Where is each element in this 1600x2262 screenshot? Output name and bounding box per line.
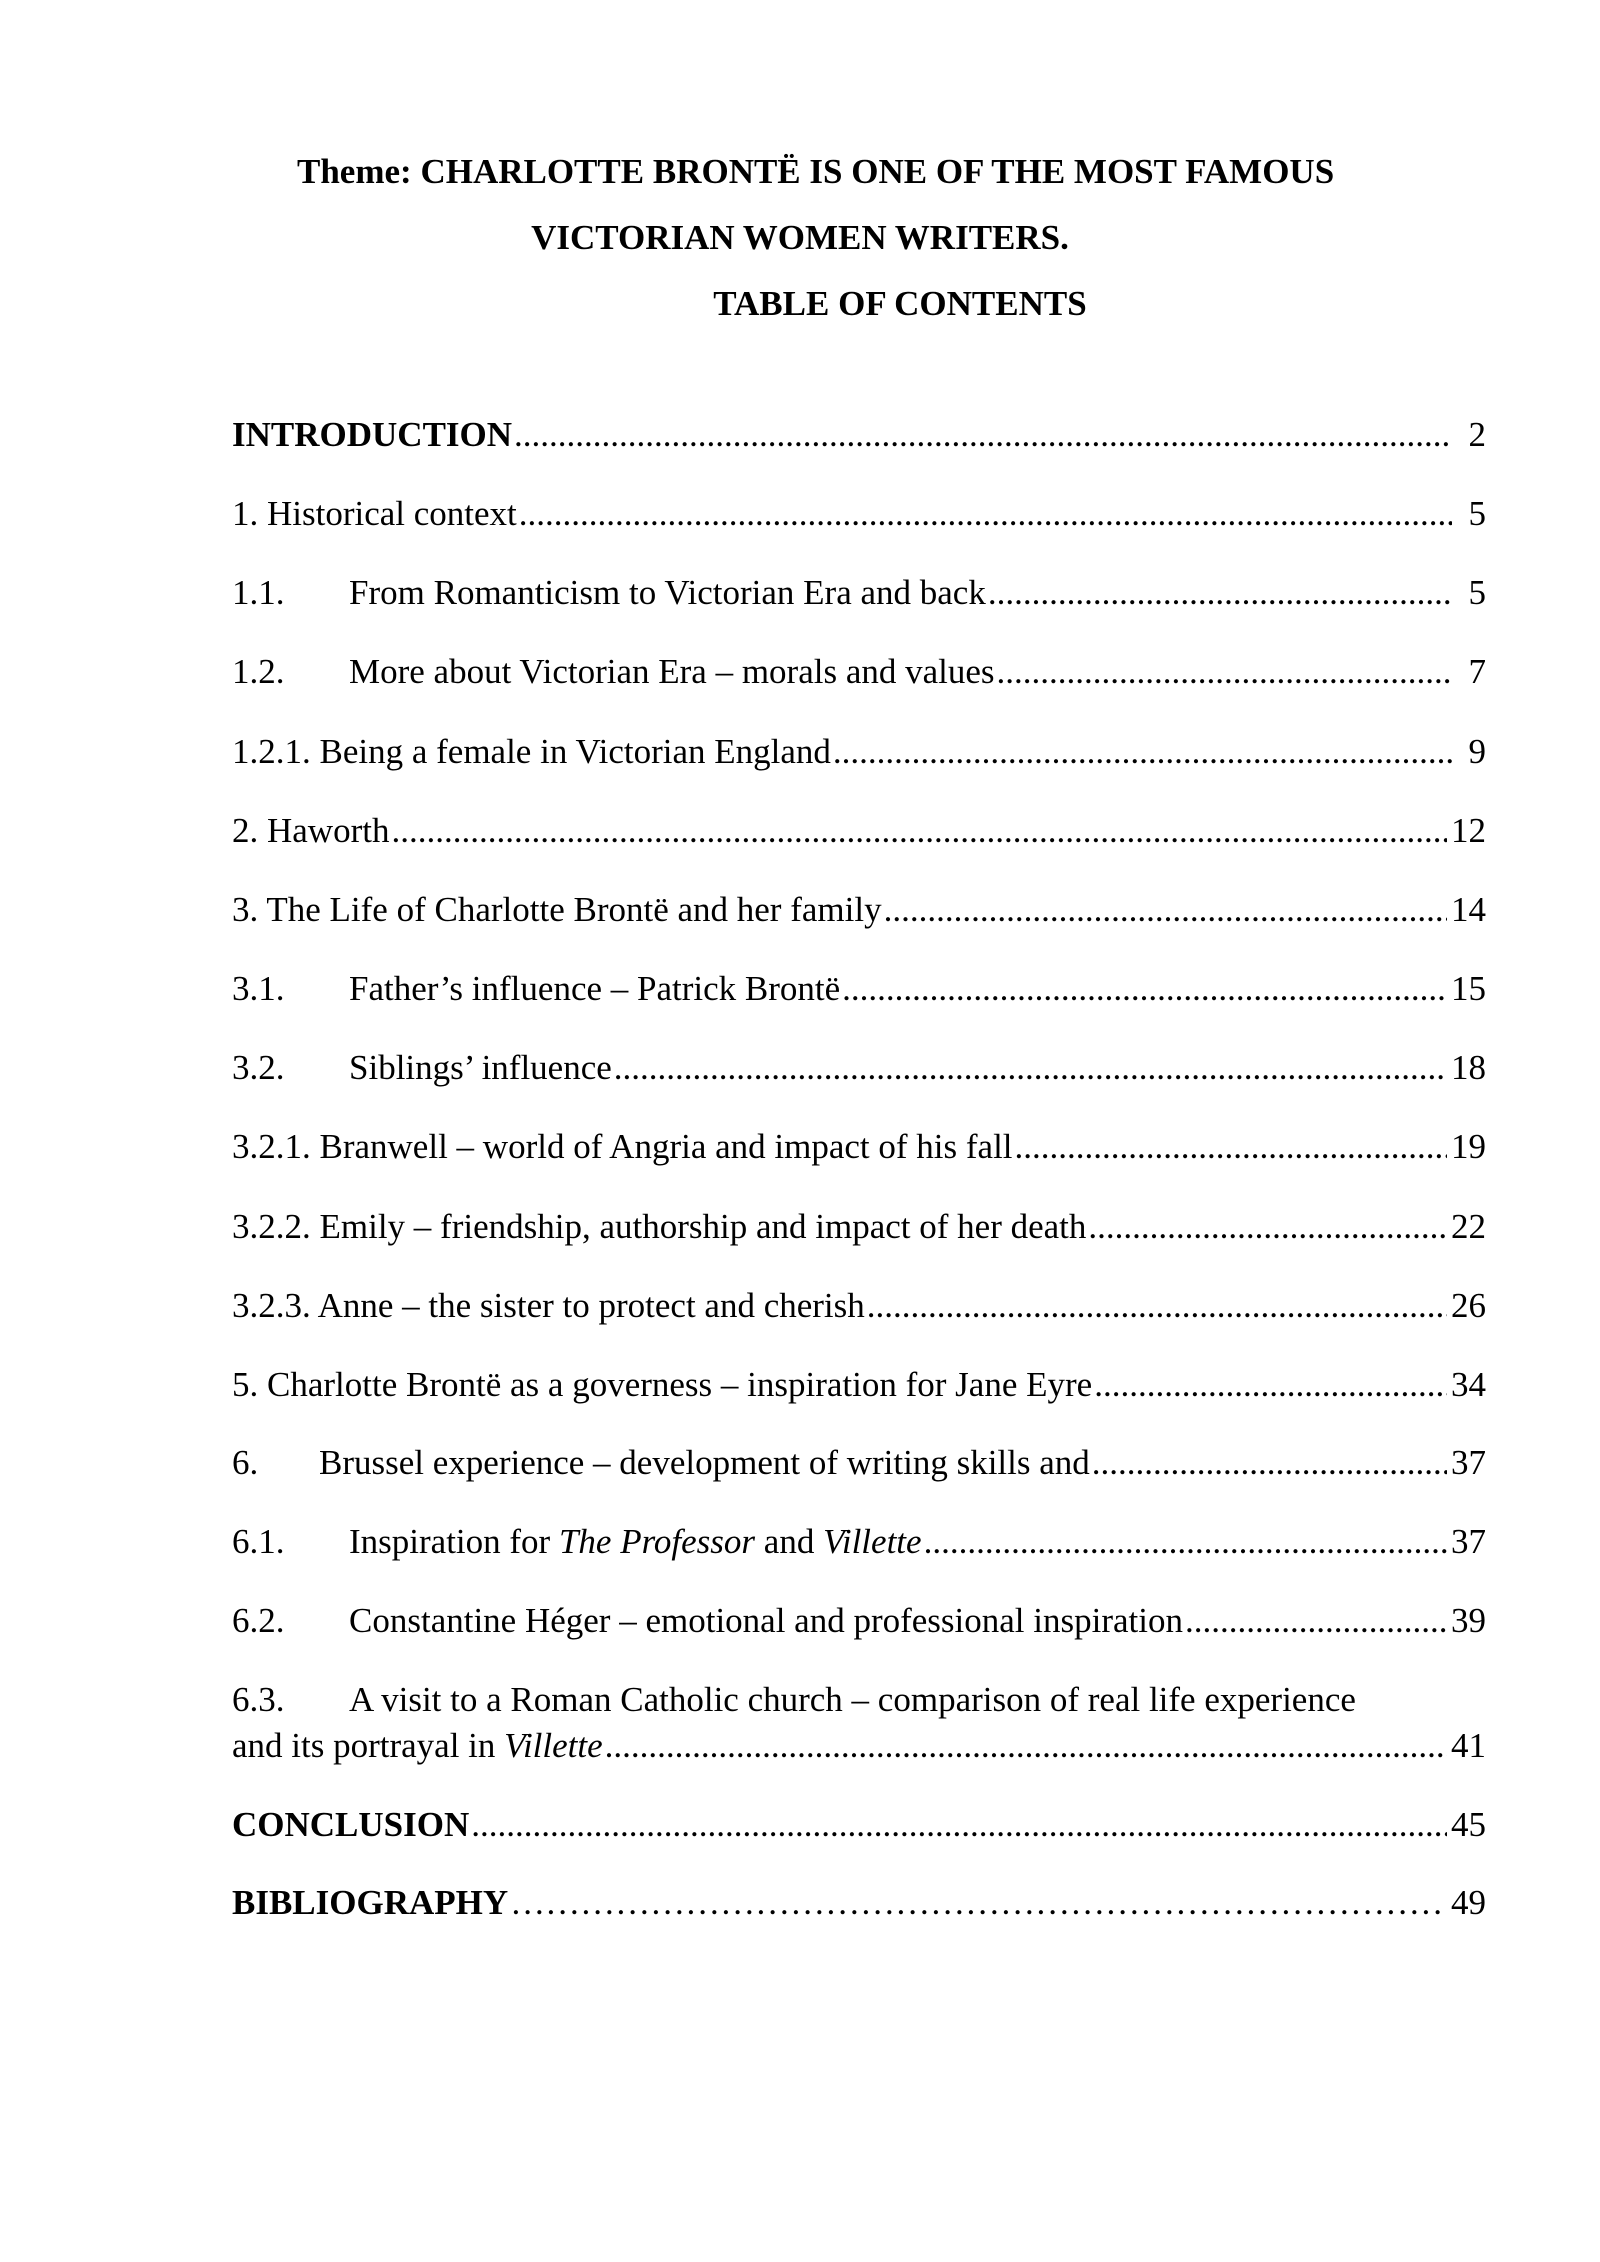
toc-entry-3-2-2[interactable]	[232, 1205, 1486, 1249]
dot-leader	[1094, 1363, 1447, 1407]
dot-leader	[514, 413, 1452, 457]
toc-entry-label: BIBLIOGRAPHY	[232, 1883, 509, 1922]
toc-page-number: 2	[1468, 415, 1486, 454]
toc-heading: TABLE OF CONTENTS	[713, 284, 1087, 323]
toc-entry-label-continued: and its portrayal in Villette	[232, 1726, 603, 1765]
toc-entry-label: INTRODUCTION	[232, 415, 513, 454]
dot-leader	[997, 650, 1452, 694]
toc-entry-label: 1.2.1. Being a female in Victorian England	[232, 732, 831, 771]
toc-entry-label: 3. The Life of Charlotte Brontë and her family	[232, 890, 882, 929]
dot-leader	[1185, 1599, 1447, 1643]
toc-entry-number: 6.	[232, 1443, 259, 1482]
toc-entry-label: 5. Charlotte Brontë as a governess – inspiration for Jane Eyre	[232, 1365, 1093, 1404]
toc-page-number: 39	[1451, 1601, 1486, 1640]
toc-entry-number: 6.2.	[232, 1601, 285, 1640]
toc-entry-1-1[interactable]	[232, 571, 1486, 615]
toc-entry-conclusion[interactable]	[232, 1803, 1486, 1847]
toc-page-number: 7	[1468, 652, 1486, 691]
toc-entry-life-of-charlotte[interactable]	[232, 888, 1486, 932]
toc-entry-3-1[interactable]	[232, 967, 1486, 1011]
toc-entry-label: Brussel experience – development of writing skills and	[319, 1443, 1090, 1482]
toc-entry-6-3-line-2[interactable]	[232, 1724, 1486, 1768]
toc-page-number: 5	[1468, 573, 1486, 612]
toc-entry-governess[interactable]	[232, 1363, 1486, 1407]
dot-leader	[605, 1724, 1447, 1768]
toc-page-number: 18	[1451, 1048, 1486, 1087]
toc-entry-number: 1.1.	[232, 573, 285, 612]
toc-entry-haworth[interactable]	[232, 809, 1486, 853]
toc-page-number: 49	[1451, 1883, 1486, 1922]
toc-entry-6-2[interactable]	[232, 1599, 1486, 1643]
toc-page-number: 26	[1451, 1286, 1486, 1325]
toc-entry-3-2[interactable]	[232, 1046, 1486, 1090]
toc-entry-label: Siblings’ influence	[349, 1048, 612, 1087]
toc-entry-6-3-line-1[interactable]	[232, 1678, 1486, 1722]
toc-entry-label: From Romanticism to Victorian Era and back	[349, 573, 986, 612]
toc-entry-introduction[interactable]	[232, 413, 1486, 457]
dot-leader	[924, 1520, 1447, 1564]
dot-leader	[391, 809, 1447, 853]
toc-entry-label: 3.2.1. Branwell – world of Angria and impact of his fall	[232, 1127, 1013, 1166]
toc-entry-label: 1. Historical context	[232, 494, 517, 533]
dot-leader	[519, 492, 1452, 536]
toc-entry-number: 6.1.	[232, 1522, 285, 1561]
toc-page-number: 12	[1451, 811, 1486, 850]
dot-leader	[1092, 1441, 1447, 1485]
dot-leader	[1015, 1125, 1447, 1169]
toc-entry-label: 3.2.3. Anne – the sister to protect and cherish	[232, 1286, 865, 1325]
theme-title-line-1: Theme: CHARLOTTE BRONTË IS ONE OF THE MOST FAMOUS	[297, 152, 1335, 191]
toc-entry-label: Inspiration for The Professor and Villette	[349, 1522, 922, 1561]
toc-page-number: 5	[1468, 494, 1486, 533]
toc-entry-number: 3.1.	[232, 969, 285, 1008]
dot-leader	[988, 571, 1452, 615]
toc-entry-brussel[interactable]	[232, 1441, 1486, 1485]
dot-leader	[884, 888, 1447, 932]
toc-page-number: 9	[1468, 732, 1486, 771]
toc-entry-label: Father’s influence – Patrick Brontë	[349, 969, 841, 1008]
theme-title-line-2: VICTORIAN WOMEN WRITERS.	[531, 218, 1069, 257]
toc-entry-label: Constantine Héger – emotional and professional inspiration	[349, 1601, 1183, 1640]
dot-leader	[842, 967, 1447, 1011]
toc-page-number: 45	[1451, 1805, 1486, 1844]
dot-leader	[867, 1284, 1447, 1328]
toc-entry-historical-context[interactable]	[232, 492, 1486, 536]
dot-leader	[1088, 1205, 1447, 1249]
toc-page-number: 19	[1451, 1127, 1486, 1166]
toc-entry-label: 2. Haworth	[232, 811, 390, 850]
toc-entry-1-2-1[interactable]	[232, 730, 1486, 774]
dot-leader	[471, 1803, 1447, 1847]
toc-page-number: 15	[1451, 969, 1486, 1008]
dot-leader	[833, 730, 1452, 774]
dot-leader	[614, 1046, 1447, 1090]
toc-entry-number: 3.2.	[232, 1048, 285, 1087]
toc-entry-number: 6.3.	[232, 1680, 285, 1719]
toc-entry-1-2[interactable]	[232, 650, 1486, 694]
toc-page-number: 22	[1451, 1207, 1486, 1246]
toc-page-number: 37	[1451, 1443, 1486, 1482]
toc-page-number: 34	[1451, 1365, 1486, 1404]
toc-page-number: 14	[1451, 890, 1486, 929]
toc-entry-label: A visit to a Roman Catholic church – comparison of real life experience	[349, 1680, 1356, 1719]
toc-entry-bibliography[interactable]	[232, 1881, 1486, 1925]
dot-leader	[510, 1881, 1447, 1925]
toc-entry-number: 1.2.	[232, 652, 285, 691]
toc-page-number: 41	[1451, 1726, 1486, 1765]
toc-entry-label: 3.2.2. Emily – friendship, authorship and impact of her death	[232, 1207, 1087, 1246]
toc-entry-3-2-1[interactable]	[232, 1125, 1486, 1169]
toc-entry-label: More about Victorian Era – morals and values	[349, 652, 995, 691]
toc-page-number: 37	[1451, 1522, 1486, 1561]
toc-entry-6-1[interactable]	[232, 1520, 1486, 1564]
toc-entry-3-2-3[interactable]	[232, 1284, 1486, 1328]
toc-entry-label: CONCLUSION	[232, 1805, 470, 1844]
